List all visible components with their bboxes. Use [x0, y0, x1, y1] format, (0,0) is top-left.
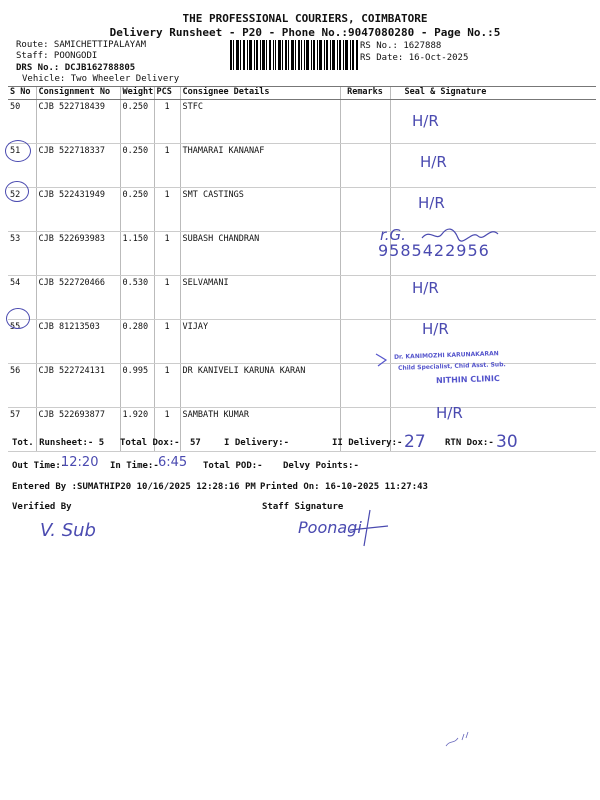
pcs: 1 — [154, 276, 180, 320]
sno: 52 — [8, 188, 36, 232]
stamp-line: NITHIN CLINIC — [435, 373, 500, 386]
total-dox-label: Total Dox:- — [120, 438, 180, 448]
in-time-value: 6:45 — [158, 455, 188, 470]
verified-by-label: Verified By — [12, 502, 72, 512]
weight: 0.995 — [120, 364, 154, 408]
handwritten-signature: r.G. — [380, 226, 406, 244]
staff-signature-label: Staff Signature — [262, 502, 344, 512]
weight: 1.920 — [120, 408, 154, 452]
remarks — [340, 364, 390, 408]
total-pod-label: Total POD:- — [203, 461, 263, 471]
rs-number: RS No.: 1627888 — [360, 41, 442, 51]
stamp-line: Dr. KANIMOZHI KARUNAKARAN — [393, 350, 499, 361]
tot-runsheet: Tot. Runsheet:- 5 — [12, 438, 105, 448]
consignee: SMT CASTINGS — [180, 188, 340, 232]
consignment-no: CJB 522431949 — [36, 188, 120, 232]
weight: 0.250 — [120, 188, 154, 232]
vehicle: Vehicle: Two Wheeler Delivery — [22, 74, 180, 84]
handwritten-hr: H/R — [420, 153, 447, 171]
consignee: THAMARAI KANANAF — [180, 144, 340, 188]
col-sno: S No — [8, 87, 36, 100]
ii-delivery-value: 27 — [404, 432, 426, 452]
consignment-no: CJB 81213503 — [36, 320, 120, 364]
circle-mark — [6, 308, 30, 329]
handwritten-hr: H/R — [418, 194, 445, 212]
remarks — [340, 100, 390, 144]
pcs: 1 — [154, 144, 180, 188]
sno: 53 — [8, 232, 36, 276]
table-row — [8, 144, 596, 188]
pcs: 1 — [154, 100, 180, 144]
i-delivery-label: I Delivery:- — [224, 438, 290, 448]
total-dox-value: 57 — [190, 438, 201, 448]
stamp-line: Child Specialist, Chid Asst. Sub. — [397, 361, 506, 372]
weight: 1.150 — [120, 232, 154, 276]
sno: 50 — [8, 100, 36, 144]
route: Route: SAMICHETTIPALAYAM — [16, 40, 147, 50]
staff-signature-stroke — [340, 508, 390, 548]
barcode — [230, 40, 358, 70]
runsheet-table — [8, 86, 596, 452]
company-title: THE PROFESSIONAL COURIERS, COIMBATORE — [182, 12, 428, 25]
consignee: VIJAY — [180, 320, 340, 364]
circle-mark — [5, 181, 29, 202]
pcs: 1 — [154, 364, 180, 408]
rs-date: RS Date: 16-Oct-2025 — [360, 53, 469, 63]
drs-number: DRS No.: DCJB162788805 — [16, 63, 136, 73]
stamp-mark — [374, 350, 390, 370]
stray-mark — [444, 730, 474, 750]
consignee: SAMBATH KUMAR — [180, 408, 340, 452]
handwritten-hr: H/R — [412, 279, 439, 297]
sno: 51 — [8, 144, 36, 188]
consignment-no: CJB 522720466 — [36, 276, 120, 320]
table-row — [8, 364, 596, 408]
col-signature: Seal & Signature — [390, 87, 596, 100]
pcs: 1 — [154, 320, 180, 364]
table-row — [8, 188, 596, 232]
consignee: DR KANIVELI KARUNA KARAN — [180, 364, 340, 408]
table-row — [8, 276, 596, 320]
col-consignment: Consignment No — [36, 87, 120, 100]
consignment-no: CJB 522693983 — [36, 232, 120, 276]
sno: 54 — [8, 276, 36, 320]
weight: 0.530 — [120, 276, 154, 320]
out-time-value: 12:20 — [61, 455, 99, 470]
table-row — [8, 100, 596, 144]
table-row — [8, 320, 596, 364]
consignee: SELVAMANI — [180, 276, 340, 320]
pcs: 1 — [154, 232, 180, 276]
sno: 56 — [8, 364, 36, 408]
in-time-label: In Time:- — [110, 461, 159, 471]
col-remarks: Remarks — [340, 87, 390, 100]
table-row — [8, 232, 596, 276]
consignment-no: CJB 522718337 — [36, 144, 120, 188]
consignment-no: CJB 522724131 — [36, 364, 120, 408]
weight: 0.250 — [120, 144, 154, 188]
ii-delivery-label: II Delivery:- — [332, 438, 403, 448]
out-time-label: Out Time:- — [12, 461, 67, 471]
sno: 55 — [8, 320, 36, 364]
col-weight: Weight — [120, 87, 154, 100]
consignee: STFC — [180, 100, 340, 144]
consignment-no: CJB 522693877 — [36, 408, 120, 452]
staff-signature: Poonagi — [298, 518, 362, 537]
verified-by-signature: V. Sub — [40, 520, 96, 541]
runsheet-title: Delivery Runsheet - P20 - Phone No.:9047080280 - Page No.:5 — [109, 26, 501, 39]
pcs: 1 — [154, 188, 180, 232]
consignment-no: CJB 522718439 — [36, 100, 120, 144]
weight: 0.280 — [120, 320, 154, 364]
entered-by: Entered By :SUMATHIP20 10/16/2025 12:28:16 PM — [12, 482, 256, 492]
staff: Staff: POONGODI — [16, 51, 98, 61]
circle-mark — [5, 140, 31, 162]
handwritten-hr: H/R — [422, 320, 449, 338]
handwritten-phone: 9585422956 — [378, 241, 490, 260]
remarks — [340, 276, 390, 320]
remarks — [340, 188, 390, 232]
handwritten-hr: H/R — [412, 112, 439, 130]
col-consignee: Consignee Details — [180, 87, 340, 100]
sno: 57 — [8, 408, 36, 452]
printed-on: Printed On: 16-10-2025 11:27:43 — [260, 482, 428, 492]
handwritten-hr: H/R — [436, 404, 463, 422]
rtn-dox-value: 30 — [496, 432, 518, 452]
delvy-points-label: Delvy Points:- — [283, 461, 359, 471]
table-header-row — [8, 87, 596, 100]
col-pcs: PCS — [154, 87, 180, 100]
rtn-dox-label: RTN Dox:- — [445, 438, 494, 448]
pcs: 1 — [154, 408, 180, 452]
weight: 0.250 — [120, 100, 154, 144]
remarks — [340, 144, 390, 188]
consignee: SUBASH CHANDRAN — [180, 232, 340, 276]
